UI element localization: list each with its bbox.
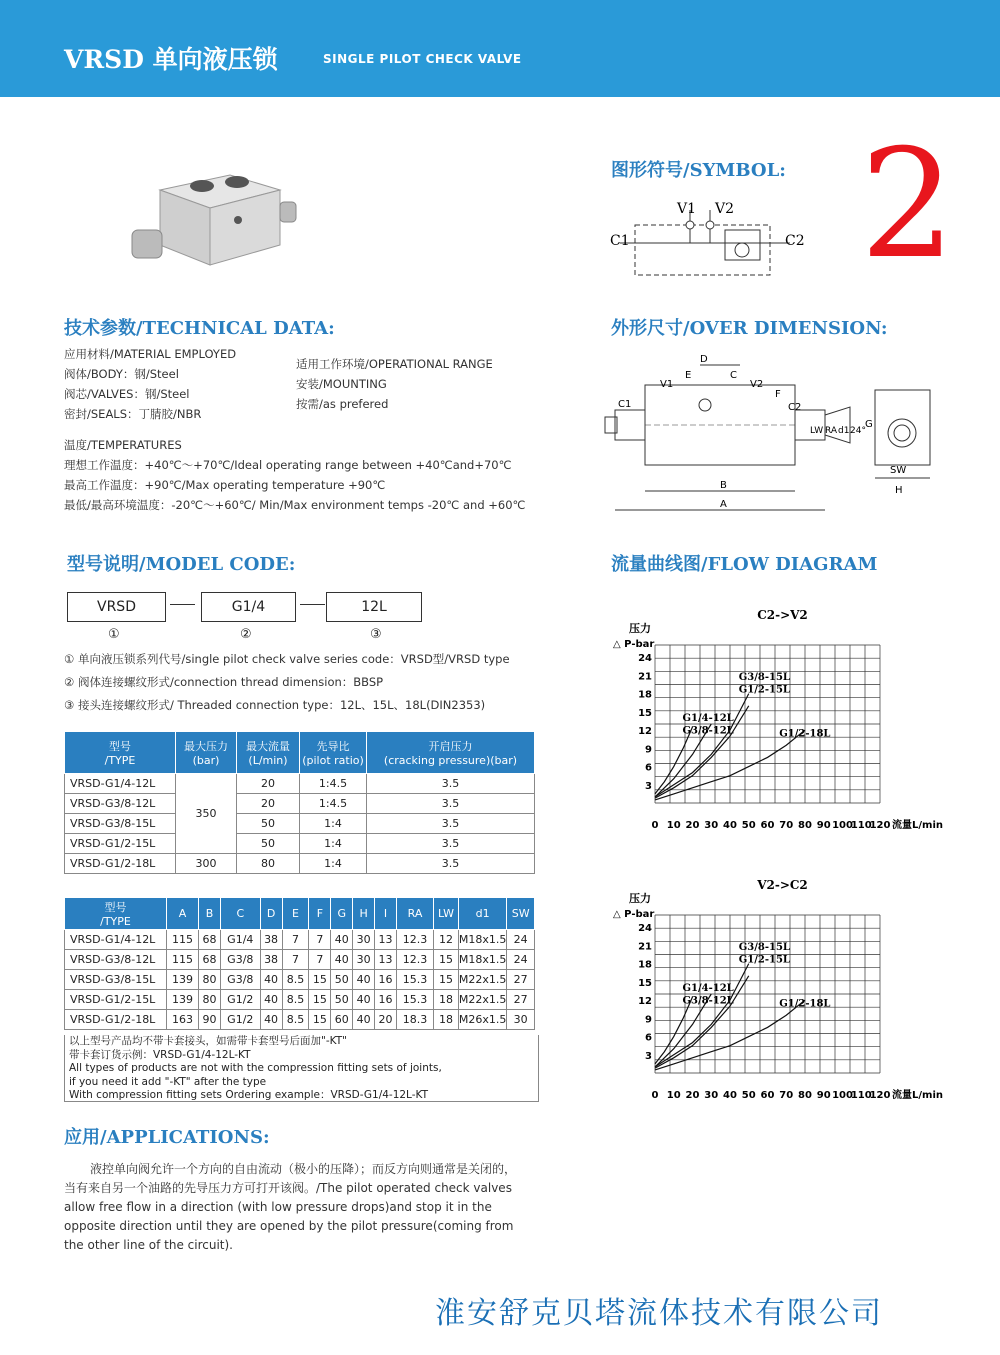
chart-ylabel: 压力 xyxy=(629,622,651,635)
table-cell: 50 xyxy=(331,970,353,990)
symbol-label: C1 xyxy=(610,233,630,249)
series-label: G1/4-12L xyxy=(682,712,734,724)
code-box-series: VRSD xyxy=(67,592,166,622)
table-cell: 12.3 xyxy=(396,930,433,950)
y-tick-label: 9 xyxy=(645,744,652,756)
dim-label: V1 xyxy=(660,379,674,390)
code-circle: ① xyxy=(108,627,120,642)
table-cell: 15 xyxy=(434,970,459,990)
applications-heading: 应用/APPLICATIONS: xyxy=(64,1127,270,1148)
chart-title: V2->C2 xyxy=(757,878,808,892)
table-header: 最大流量 (L/min) xyxy=(237,732,300,774)
table-cell: 40 xyxy=(260,970,282,990)
table-row: VRSD-G3/8-15L 50 1:4 3.5 xyxy=(65,814,535,834)
table-header: G xyxy=(331,898,353,930)
symbol-heading: 图形符号/SYMBOL: xyxy=(611,160,786,181)
series-label: G3/8-12L xyxy=(682,995,734,1007)
page-subtitle: SINGLE PILOT CHECK VALVE xyxy=(323,52,522,66)
technical-line: 密封/SEALS：丁腈胶/NBR xyxy=(64,407,202,421)
y-tick-label: 6 xyxy=(645,1032,652,1044)
code-circle: ③ xyxy=(370,627,382,642)
table-cell: 40 xyxy=(260,1010,282,1030)
table-cell: 163 xyxy=(167,1010,199,1030)
table-header: E xyxy=(282,898,309,930)
dim-label: G xyxy=(865,419,873,430)
dim-label: E xyxy=(685,370,692,381)
dimension-drawing xyxy=(600,345,960,520)
table-cell: 7 xyxy=(282,930,309,950)
table-cell: 15.3 xyxy=(396,990,433,1010)
table-cell: 40 xyxy=(353,1010,375,1030)
table-cell: 12.3 xyxy=(396,950,433,970)
flow-chart-c2-v2 xyxy=(605,605,960,835)
table-header: LW xyxy=(434,898,459,930)
table-cell: 13 xyxy=(375,930,397,950)
series-label: G3/8-12L xyxy=(682,725,734,737)
x-tick-label: 30 xyxy=(704,1090,719,1101)
series-label: G1/2-15L xyxy=(738,684,790,696)
y-tick-label: 15 xyxy=(638,977,652,989)
table-cell: 15 xyxy=(309,970,331,990)
x-tick-label: 70 xyxy=(779,1090,794,1101)
technical-heading: 技术参数/TECHNICAL DATA: xyxy=(64,318,335,339)
x-tick-label: 110 xyxy=(850,820,872,831)
y-tick-label: 12 xyxy=(638,996,652,1008)
dim-label: 24° xyxy=(850,426,866,436)
dim-label: C1 xyxy=(618,399,632,410)
x-tick-label: 20 xyxy=(685,820,700,831)
x-tick-label: 90 xyxy=(816,1090,831,1101)
table-cell: 115 xyxy=(167,950,199,970)
x-tick-label: 80 xyxy=(798,1090,812,1101)
dim-label: LW xyxy=(810,426,824,436)
technical-right xyxy=(296,354,493,414)
table-cell: 60 xyxy=(331,1010,353,1030)
x-tick-label: 50 xyxy=(741,1090,756,1101)
table-cell: 24 xyxy=(507,930,535,950)
table-cell: 18 xyxy=(434,1010,459,1030)
table-cell: 16 xyxy=(375,990,397,1010)
applications-text xyxy=(64,1160,516,1255)
y-tick-label: 18 xyxy=(638,689,652,701)
symbol-label: V1 xyxy=(677,201,697,217)
technical-line: 应用材料/MATERIAL EMPLOYED xyxy=(64,347,237,361)
series-label: G1/4-12L xyxy=(682,982,734,994)
table-cell: 40 xyxy=(353,970,375,990)
x-tick-label: 10 xyxy=(666,820,681,831)
y-tick-label: 12 xyxy=(638,726,652,738)
x-tick-label: 110 xyxy=(850,1090,872,1101)
y-tick-label: 21 xyxy=(638,671,652,683)
code-dash xyxy=(300,604,325,605)
table-cell: 15.3 xyxy=(396,970,433,990)
series-line xyxy=(655,964,749,1067)
table-cell: 40 xyxy=(260,990,282,1010)
y-tick-label: 3 xyxy=(645,1050,652,1062)
table-cell: G3/8 xyxy=(220,970,260,990)
dim-label: H xyxy=(895,485,903,496)
table-cell: 139 xyxy=(167,990,199,1010)
symbol-label: C2 xyxy=(785,233,805,249)
table-header: 型号 /TYPE xyxy=(65,732,176,774)
table-cell: VRSD-G1/2-15L xyxy=(65,990,167,1010)
table-cell: G1/4 xyxy=(220,930,260,950)
table-cell: 16 xyxy=(375,970,397,990)
table-row xyxy=(65,930,535,950)
dim-label: d1 xyxy=(838,426,850,436)
technical-line: 安装/MOUNTING xyxy=(296,377,387,391)
table-cell: 50 xyxy=(331,990,353,1010)
temp-line: 最低/最高环境温度：-20℃～+60℃/ Min/Max environment temps -20℃ and +60℃ xyxy=(64,498,526,512)
table-cell: M26x1.5 xyxy=(458,1010,507,1030)
x-tick-label: 30 xyxy=(704,820,719,831)
table-notes xyxy=(64,1035,539,1102)
x-tick-label: 90 xyxy=(816,820,831,831)
table-cell: 8.5 xyxy=(282,990,309,1010)
y-tick-label: 6 xyxy=(645,762,652,774)
dim-label: A xyxy=(720,499,727,510)
table-note: if you need it add "-KT" after the type xyxy=(69,1075,267,1088)
y-tick-label: 3 xyxy=(645,780,652,792)
x-tick-label: 100 xyxy=(832,1090,853,1101)
table-note: All types of products are not with the compression fitting sets of joints, xyxy=(69,1062,442,1074)
table-header: H xyxy=(353,898,375,930)
table-header: 最大压力 (bar) xyxy=(176,732,237,774)
temperatures xyxy=(64,435,525,515)
y-tick-label: 15 xyxy=(638,707,652,719)
spec-table xyxy=(64,731,535,874)
x-tick-label: 40 xyxy=(723,820,737,831)
code-box-thread: G1/4 xyxy=(201,592,296,622)
table-cell: VRSD-G1/2-18L xyxy=(65,1010,167,1030)
table-row xyxy=(65,1010,535,1030)
app-line: the other line of the circuit). xyxy=(64,1238,233,1252)
table-cell: G3/8 xyxy=(220,950,260,970)
table-cell: 7 xyxy=(309,930,331,950)
table-cell: 80 xyxy=(199,970,221,990)
series-label: G3/8-15L xyxy=(738,941,790,953)
table-cell: 68 xyxy=(199,930,221,950)
temp-line: 理想工作温度：+40℃～+70℃/Ideal operating range between +40℃and+70℃ xyxy=(64,458,512,472)
dimension-table xyxy=(64,897,535,1030)
table-cell: G1/2 xyxy=(220,990,260,1010)
table-cell: VRSD-G3/8-12L xyxy=(65,950,167,970)
series-label: G3/8-15L xyxy=(738,671,790,683)
table-header: B xyxy=(199,898,221,930)
technical-line: 阀芯/VALVES：钢/Steel xyxy=(64,387,190,401)
series-line xyxy=(655,694,749,797)
table-cell: 30 xyxy=(353,930,375,950)
table-cell: 68 xyxy=(199,950,221,970)
product-image xyxy=(120,160,300,285)
table-header: 型号 /TYPE xyxy=(65,898,167,930)
model-note: ③ 接头连接螺纹形式/ Threaded connection type：12L、15L、18L(DIN2353) xyxy=(64,698,486,712)
table-row xyxy=(65,950,535,970)
dim-label: C xyxy=(730,370,737,381)
temp-line: 最高工作温度：+90℃/Max operating temperature +90℃ xyxy=(64,478,386,492)
series-label: G1/2-18L xyxy=(779,728,831,740)
x-tick-label: 40 xyxy=(723,1090,737,1101)
table-header: D xyxy=(260,898,282,930)
page-title: VRSD 单向液压锁 xyxy=(64,45,278,74)
table-header: 开启压力 (cracking pressure)(bar) xyxy=(367,732,535,774)
dim-label: C2 xyxy=(788,402,802,413)
table-cell: 115 xyxy=(167,930,199,950)
technical-line: 按需/as prefered xyxy=(296,397,389,411)
table-cell: M18x1.5 xyxy=(458,930,507,950)
table-cell: 40 xyxy=(331,950,353,970)
x-tick-label: 60 xyxy=(760,1090,775,1101)
x-tick-label: 0 xyxy=(651,820,659,831)
model-code-notes xyxy=(64,648,510,717)
chart-title: C2->V2 xyxy=(757,608,808,622)
table-header-row xyxy=(65,898,535,930)
table-cell: 38 xyxy=(260,930,282,950)
page-number: 2 xyxy=(860,118,956,292)
app-line: opposite direction until they are opened by the pilot pressure(coming from xyxy=(64,1219,514,1233)
code-box-connection: 12L xyxy=(326,592,422,622)
table-note: 以上型号产品均不带卡套接头，如需带卡套型号后面加"-KT" xyxy=(69,1035,347,1047)
table-note: 带卡套订货示例：VRSD-G1/4-12L-KT xyxy=(69,1048,251,1061)
table-row: VRSD-G1/2-18L 300 80 1:4 3.5 xyxy=(65,854,535,874)
app-line: 当有来自另一个油路的先导压力方可打开该阀。/The pilot operated check valves xyxy=(64,1181,512,1195)
table-header: SW xyxy=(507,898,535,930)
chart-xlabel: 流量L/min xyxy=(892,820,943,831)
y-tick-label: 9 xyxy=(645,1014,652,1026)
company-name: 淮安舒克贝塔流体技术有限公司 xyxy=(435,1296,883,1331)
x-tick-label: 80 xyxy=(798,820,812,831)
dim-label: B xyxy=(720,480,727,491)
series-label: G1/2-18L xyxy=(779,998,831,1010)
technical-left xyxy=(64,344,236,424)
code-dash xyxy=(170,604,195,605)
y-tick-label: 24 xyxy=(638,653,652,665)
table-row: VRSD-G3/8-12L 20 1:4.5 3.5 xyxy=(65,794,535,814)
dim-label: SW xyxy=(890,465,907,476)
table-cell: 13 xyxy=(375,950,397,970)
chart-ylabel: 压力 xyxy=(629,892,651,905)
series-label: G1/2-15L xyxy=(738,954,790,966)
x-tick-label: 50 xyxy=(741,820,756,831)
chart-ylabel2: △ P-bar xyxy=(613,909,655,920)
table-cell: 40 xyxy=(353,990,375,1010)
x-tick-label: 20 xyxy=(685,1090,700,1101)
table-cell: 15 xyxy=(309,1010,331,1030)
table-row xyxy=(65,990,535,1010)
flow-heading: 流量曲线图/FLOW DIAGRAM xyxy=(611,554,878,575)
hydraulic-symbol xyxy=(605,195,805,285)
model-note: ② 阀体连接螺纹形式/connection thread dimension：BBSP xyxy=(64,675,384,689)
x-tick-label: 0 xyxy=(651,1090,659,1101)
table-header: 先导比 (pilot ratio) xyxy=(300,732,367,774)
table-cell: 139 xyxy=(167,970,199,990)
code-circle: ② xyxy=(240,627,252,642)
table-cell: 30 xyxy=(353,950,375,970)
x-tick-label: 60 xyxy=(760,820,775,831)
table-cell: 8.5 xyxy=(282,1010,309,1030)
dim-label: V2 xyxy=(750,379,764,390)
x-tick-label: 10 xyxy=(666,1090,681,1101)
table-row: VRSD-G1/2-15L 50 1:4 3.5 xyxy=(65,834,535,854)
table-cell: M22x1.5 xyxy=(458,970,507,990)
table-cell: G1/2 xyxy=(220,1010,260,1030)
temp-line: 温度/TEMPERATURES xyxy=(64,438,182,452)
table-header: C xyxy=(220,898,260,930)
table-row: VRSD-G1/4-12L 350 20 1:4.5 3.5 xyxy=(65,774,535,794)
model-code-heading: 型号说明/MODEL CODE: xyxy=(67,554,296,575)
table-cell: 18 xyxy=(434,990,459,1010)
table-header: RA xyxy=(396,898,433,930)
table-cell: VRSD-G3/8-15L xyxy=(65,970,167,990)
table-header: I xyxy=(375,898,397,930)
dimension-heading: 外形尺寸/OVER DIMENSION: xyxy=(611,318,888,339)
app-line: 液控单向阀允许一个方向的自由流动（极小的压降）；而反方向则通常是关闭的， xyxy=(90,1162,517,1176)
table-header: A xyxy=(167,898,199,930)
table-cell: M22x1.5 xyxy=(458,990,507,1010)
flow-chart-v2-c2 xyxy=(605,875,960,1105)
table-header: F xyxy=(309,898,331,930)
table-row xyxy=(65,970,535,990)
y-tick-label: 24 xyxy=(638,923,652,935)
symbol-label: V2 xyxy=(715,201,735,217)
x-tick-label: 120 xyxy=(869,820,891,831)
table-cell: VRSD-G1/4-12L xyxy=(65,930,167,950)
x-tick-label: 70 xyxy=(779,820,794,831)
table-cell: 80 xyxy=(199,990,221,1010)
app-line: allow free flow in a direction (with low pressure drops)and stop it in the xyxy=(64,1200,492,1214)
table-cell: 8.5 xyxy=(282,970,309,990)
y-tick-label: 21 xyxy=(638,941,652,953)
y-tick-label: 18 xyxy=(638,959,652,971)
table-cell: 40 xyxy=(331,930,353,950)
chart-ylabel2: △ P-bar xyxy=(613,639,655,650)
table-note: With compression fitting sets Ordering example：VRSD-G1/4-12L-KT xyxy=(69,1089,428,1101)
dim-label: RA xyxy=(825,426,838,436)
dim-label: F xyxy=(775,389,781,400)
table-cell: 27 xyxy=(507,970,535,990)
table-cell: 12 xyxy=(434,930,459,950)
table-cell: 30 xyxy=(507,1010,535,1030)
technical-line: 阀体/BODY：钢/Steel xyxy=(64,367,179,381)
table-cell: 27 xyxy=(507,990,535,1010)
table-cell: 18.3 xyxy=(396,1010,433,1030)
x-tick-label: 120 xyxy=(869,1090,891,1101)
table-cell: 15 xyxy=(434,950,459,970)
table-cell: 20 xyxy=(375,1010,397,1030)
chart-xlabel: 流量L/min xyxy=(892,1090,943,1101)
table-cell: 15 xyxy=(309,990,331,1010)
dim-label: D xyxy=(700,354,708,365)
technical-line: 适用工作环境/OPERATIONAL RANGE xyxy=(296,357,493,371)
table-cell: 7 xyxy=(309,950,331,970)
table-cell: M18x1.5 xyxy=(458,950,507,970)
table-cell: 24 xyxy=(507,950,535,970)
table-header: d1 xyxy=(458,898,507,930)
table-cell: 90 xyxy=(199,1010,221,1030)
max-pressure-cell: 300 xyxy=(176,854,237,874)
table-cell: 7 xyxy=(282,950,309,970)
table-cell: 38 xyxy=(260,950,282,970)
model-note: ① 单向液压锁系列代号/single pilot check valve series code：VRSD型/VRSD type xyxy=(64,652,510,666)
x-tick-label: 100 xyxy=(832,820,853,831)
max-pressure-cell: 350 xyxy=(176,774,237,854)
